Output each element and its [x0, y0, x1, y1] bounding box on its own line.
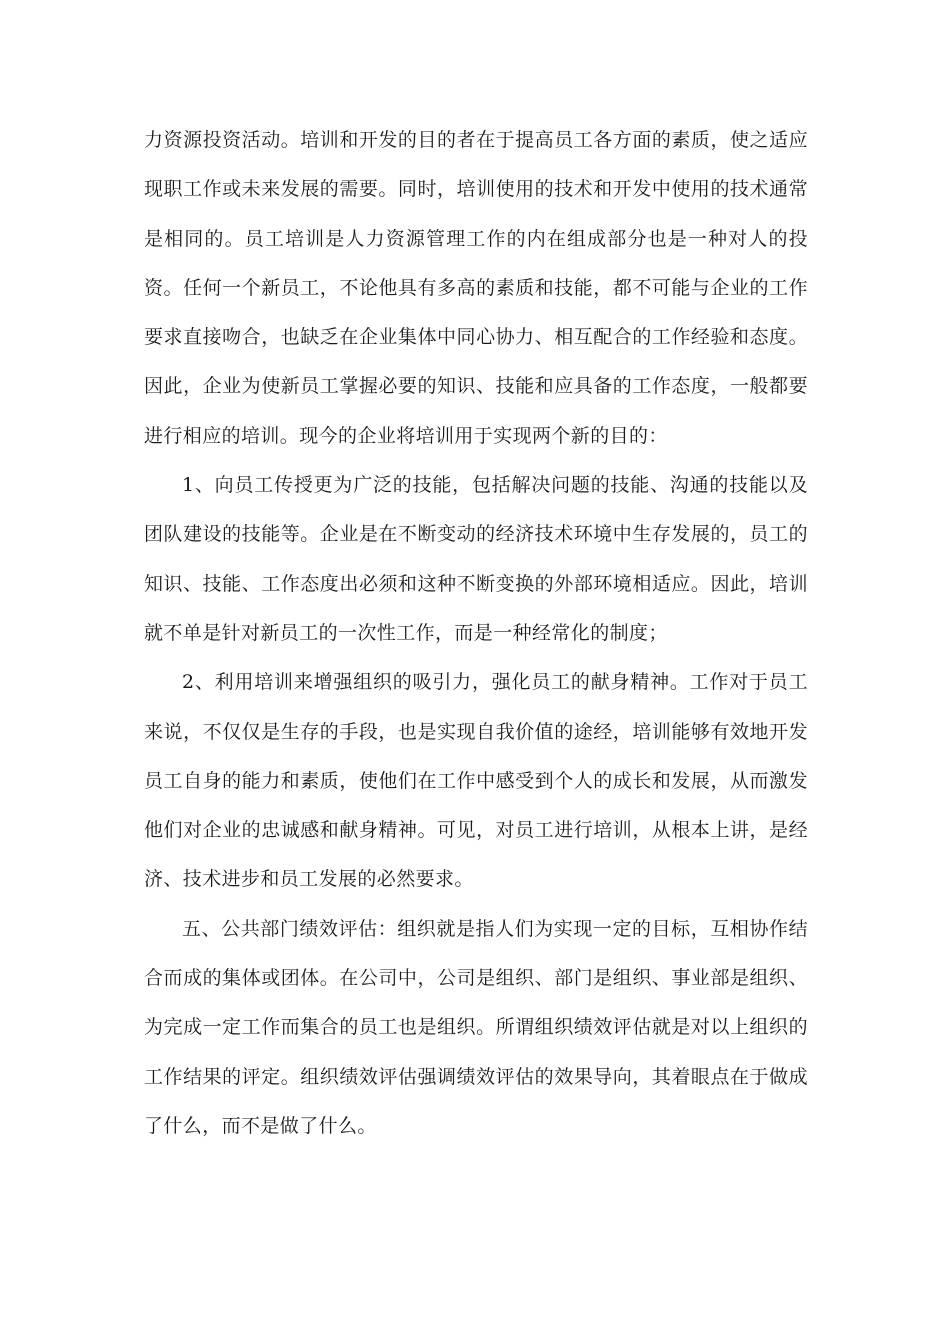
paragraph-continuation: 力资源投资活动。培训和开发的目的者在于提高员工各方面的素质，使之适应现职工作或未来发展的需要。同时，培训使用的技术和开发中使用的技术通常是相同的。员工培训是人力资源管理工作的内在组成部分也是一种对人的投资。任何一个新员工，不论他具有多高的素质和技能，都不可能与企业的工作要求直接吻合，也缺乏在企业集体中同心协力、相互配合的工作经验和态度。因此，企业为使新员工掌握必要的知识、技能和应具备的工作态度，一般都要进行相应的培训。现今的企业将培训用于实现两个新的目的： [144, 129, 808, 447]
paragraph-goal-1: 1、向员工传授更为广泛的技能，包括解决问题的技能、沟通的技能以及团队建设的技能等。企业是在不断变动的经济技术环境中生存发展的，员工的知识、技能、工作态度出必须和这种不断变换的外部环境相适应。因此，培训就不单是针对新员工的一次性工作，而是一种经常化的制度； [144, 474, 808, 644]
paragraph-goal-2: 2、利用培训来增强组织的吸引力，强化员工的献身精神。工作对于员工来说，不仅仅是生存的手段，也是实现自我价值的途经，培训能够有效地开发员工自身的能力和素质，使他们在工作中感受到个人的成长和发展，从而激发他们对企业的忠诚感和献身精神。可见，对员工进行培训，从根本上讲，是经济、技术进步和员工发展的必然要求。 [144, 671, 808, 891]
document-body [144, 116, 808, 1151]
paragraph-section-five: 五、公共部门绩效评估：组织就是指人们为实现一定的目标，互相协作结合而成的集体或团体。在公司中，公司是组织、部门是组织、事业部是组织、为完成一定工作而集合的员工也是组织。所谓组织绩效评估就是对以上组织的工作结果的评定。组织绩效评估强调绩效评估的效果导向，其着眼点在于做成了什么，而不是做了什么。 [144, 917, 808, 1137]
